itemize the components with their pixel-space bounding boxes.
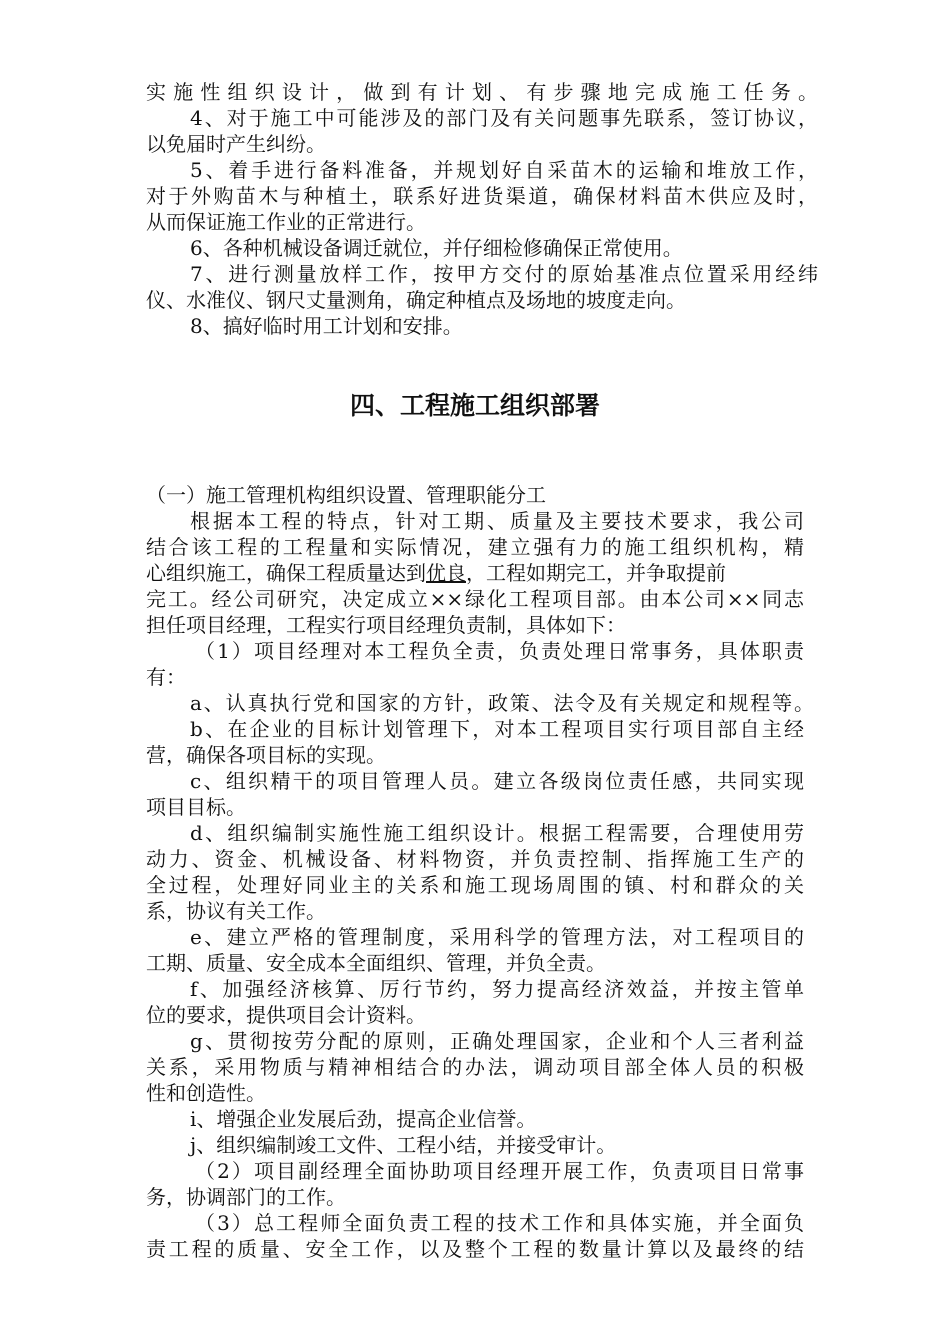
- text-line: 动力、资金、机械设备、材料物资，并负责控制、指挥施工生产的: [146, 847, 804, 871]
- text-line: 项目目标。: [146, 795, 246, 819]
- text-line: 责工程的质量、安全工作，以及整个工程的数量计算以及最终的结: [146, 1237, 804, 1261]
- text-line: 6、各种机械设备调迁就位，并仔细检修确保正常使用。: [190, 236, 683, 260]
- text-line: b、在企业的目标计划管理下，对本工程项目实行项目部自主经: [190, 717, 804, 741]
- text-line: （3）总工程师全面负责工程的技术工作和具体实施，并全面负: [195, 1211, 804, 1235]
- text-line: j、组织编制竣工文件、工程小结，并接受审计。: [190, 1133, 617, 1157]
- text-line: g、贯彻按劳分配的原则，正确处理国家，企业和个人三者利益: [190, 1029, 804, 1053]
- text-segment: 心组织施工，确保工程质量达到: [146, 561, 426, 585]
- underlined-term: 优良: [426, 561, 466, 585]
- text-line: （2）项目副经理全面协助项目经理开展工作，负责项目日常事: [195, 1159, 804, 1183]
- section-title: 四、工程施工组织部署: [349, 391, 600, 420]
- text-line: 务，协调部门的工作。: [146, 1185, 346, 1209]
- text-line: 5、着手进行备料准备，并规划好自采苗木的运输和堆放工作，: [190, 158, 818, 182]
- text-line: 营，确保各项目标的实现。: [146, 743, 386, 767]
- text-line: 工期、质量、安全成本全面组织、管理，并负全责。: [146, 951, 606, 975]
- text-line: c、组织精干的项目管理人员。建立各级岗位责任感，共同实现: [190, 769, 804, 793]
- text-line: 仪、水准仪、钢尺丈量测角，确定种植点及场地的坡度走向。: [146, 288, 686, 312]
- text-line: 系，协议有关工作。: [146, 899, 326, 923]
- text-line: 从而保证施工作业的正常进行。: [146, 210, 426, 234]
- text-line: 全过程，处理好同业主的关系和施工现场周围的镇、村和群众的关: [146, 873, 804, 897]
- text-line: d、组织编制实施性施工组织设计。根据工程需要，合理使用劳: [190, 821, 804, 845]
- text-line: 位的要求，提供项目会计资料。: [146, 1003, 426, 1027]
- text-line-with-underline: [146, 560, 804, 586]
- text-line: i、增强企业发展后劲，提高企业信誉。: [190, 1107, 537, 1131]
- text-line: 有：: [146, 665, 186, 689]
- subsection-heading: （一）施工管理机构组织设置、管理职能分工: [146, 483, 546, 507]
- text-line: 根据本工程的特点，针对工期、质量及主要技术要求，我公司: [190, 509, 804, 533]
- text-line: f、加强经济核算、厉行节约，努力提高经济效益，并按主管单: [190, 977, 804, 1001]
- text-line: 担任项目经理，工程实行项目经理负责制，具体如下：: [146, 613, 626, 637]
- text-line: 以免届时产生纠纷。: [146, 132, 326, 156]
- text-line: 结合该工程的工程量和实际情况，建立强有力的施工组织机构，精: [146, 535, 804, 559]
- text-line: a、认真执行党和国家的方针，政策、法令及有关规定和规程等。: [190, 691, 814, 715]
- text-line: 实施性组织设计，做到有计划、有步骤地完成施工任务。: [146, 80, 818, 104]
- text-line: 完工。经公司研究，决定成立××绿化工程项目部。由本公司××同志: [146, 587, 804, 611]
- text-line: 关系，采用物质与精神相结合的办法，调动项目部全体人员的积极: [146, 1055, 804, 1079]
- text-line: 7、进行测量放样工作，按甲方交付的原始基准点位置采用经纬: [190, 262, 818, 286]
- text-segment: ，工程如期完工，并争取提前: [466, 561, 726, 585]
- text-line: 性和创造性。: [146, 1081, 266, 1105]
- text-line: e、建立严格的管理制度，采用科学的管理方法，对工程项目的: [190, 925, 804, 949]
- text-line: （1）项目经理对本工程负全责，负责处理日常事务，具体职责: [195, 639, 804, 663]
- text-line: 8、搞好临时用工计划和安排。: [190, 314, 463, 338]
- text-line: 对于外购苗木与种植土，联系好进货渠道，确保材料苗木供应及时，: [146, 184, 818, 208]
- text-line: 4、对于施工中可能涉及的部门及有关问题事先联系，签订协议，: [190, 106, 818, 130]
